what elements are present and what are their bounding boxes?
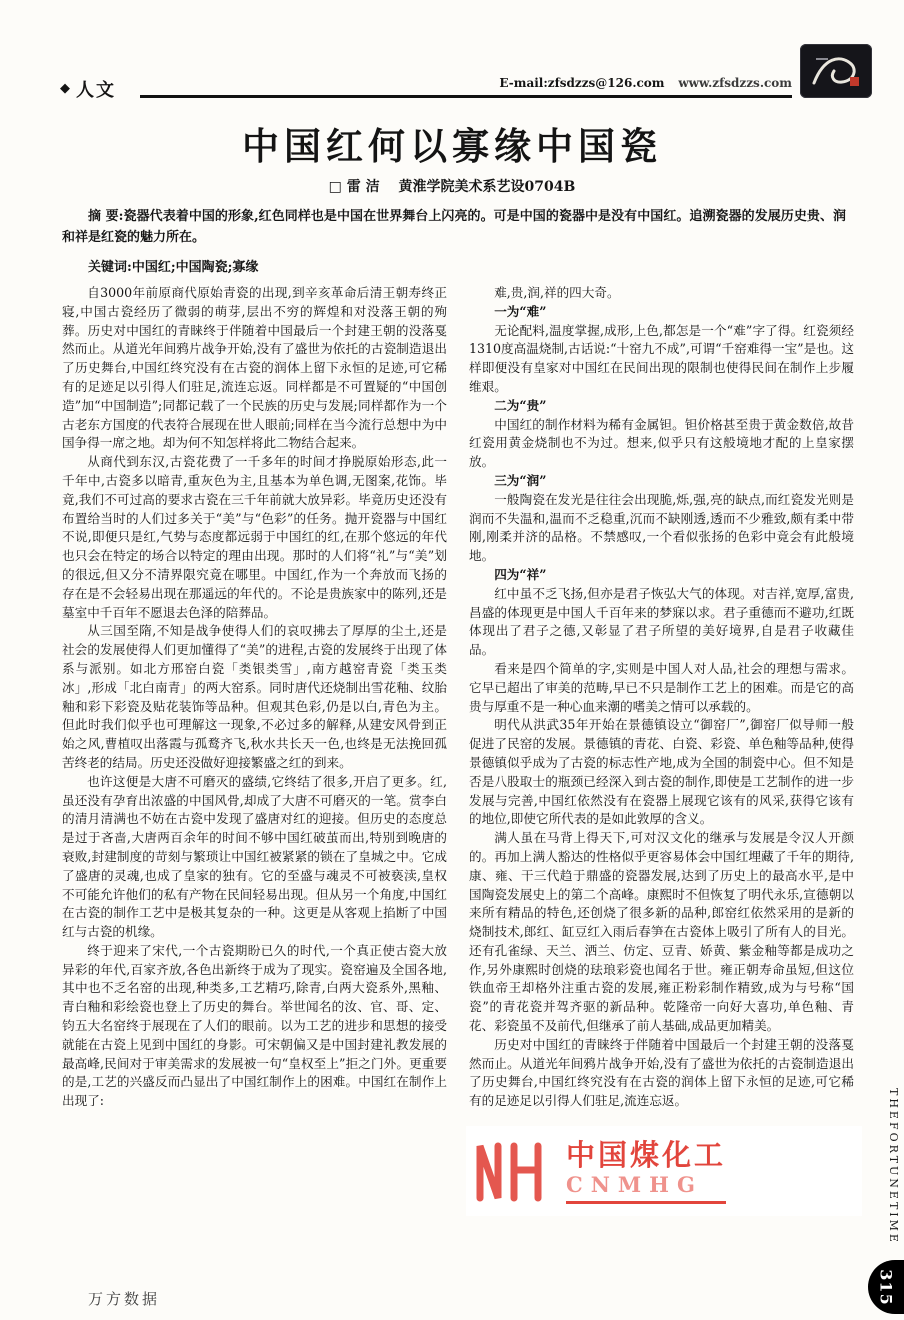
body-subheading: 一为“难”	[494, 303, 547, 319]
body-paragraph: 一般陶瓷在发光是往往会出现脆,烁,强,亮的缺点,而红瓷发光则是润而不失温和,温而不乏稳重,沉而不缺刚透,透而不少雅致,颇有柔中带刚,刚柔并济的品格。不禁感叹,一个看似张扬的色彩中竟会有此般境地。	[469, 491, 854, 564]
body-paragraph: 历史对中国红的青睐终于伴随着中国最后一个封建王朝的没落戛然而止。从道光年间鸦片战争开始,没有了盛世为依托的古瓷制造退出了历史舞台,中国红终究没有在古瓷的润体上留下永恒的足迹,可它稀有的足迹足以引得人们驻足,流连忘返。	[469, 1036, 854, 1109]
body-paragraph: 满人虽在马背上得天下,可对汉文化的继承与发展是令汉人开颜的。再加上满人豁达的性格似乎更容易体会中国红埋藏了千年的期待,康、雍、干三代趋于鼎盛的瓷器发展,达到了历史上的最高水平,是中国陶瓷发展史上的第二个高峰。康熙时不但恢复了明代永乐,宣德朝以来所有精品的特色,还创烧了很多新的品种,郎窑红依然采用的是新的烧制技术,郎红、缸豆红入雨后春笋在古瓷体上吸引了所有人的目光。还有孔雀绿、天兰、洒兰、仿定、豆青、娇黄、紫金釉等都是成功之作,另外康熙时创烧的珐琅彩瓷也闻名于世。雍正朝寿命虽短,但这位铁血帝王却格外注重古瓷的发展,雍正粉彩制作精致,成为与号称“国瓷”的青花瓷并驾齐驱的新品种。乾隆帝一向好大喜功,单色釉、青花、彩瓷虽不及前代,但继承了前人基础,成品更加精美。	[469, 830, 854, 1034]
author-marker: □	[328, 179, 342, 195]
section-marker-icon: ◆	[60, 80, 72, 96]
body-subheading: 四为“祥”	[494, 566, 547, 582]
cnmhg-logo-icon	[472, 1138, 556, 1204]
magazine-logo-icon	[806, 49, 866, 93]
header-website: www.zfsdzzs.com	[678, 76, 792, 90]
body-paragraph: 自3000年前原商代原始青瓷的出现,到辛亥革命后清王朝寿终正寝,中国古瓷经历了微弱的萌芽,层出不穷的辉煌和对没落王朝的殉葬。历史对中国红的青睐终于伴随着中国最后一个封建王朝的没落戛然而止。从道光年间鸦片战争开始,没有了盛世为依托的古瓷制造退出了历史舞台,中国红终究没有在古瓷的润体上留下永恒的足迹,可它稀有的足迹足以引得人们驻足,流连忘返。同样都是不可置疑的“中国创造”加“中国制造”;同都记载了一个民族的历史与发展;同样都作为一个古老东方国度的代表符合展现在世人眼前;同样在当今流行总想中为中国争得一席之地。却为何不知怎样将此二物结合起来。	[62, 285, 447, 451]
cnmhg-latin: CNMHG	[566, 1172, 703, 1197]
keywords-text: 中国红;中国陶瓷;寡缘	[131, 260, 259, 275]
body-paragraph: 终于迎来了宋代,一个古瓷期盼已久的时代,一个真正使古瓷大放异彩的年代,百家齐放,各色出新终于成为了现实。瓷窑遍及全国各地,其中也不乏名窑的出现,种类多,工艺精巧,除青,白两大瓷系外,黑釉、青白釉和彩绘瓷也登上了历史的舞台。举世闻名的汝、官、哥、定、钧五大名窑终于展现在了人们的眼前。以为工艺的进步和思想的接受就能在古瓷上见到中国红的身影。可宋朝偏又是中国封建礼教发展的最高峰,民间对于审美需求的发展被一句“皇权至上”拒之门外。更重要的是,工艺的兴盛反而凸显出了中国红制作上的困难。中国红在制作上出现了:	[62, 942, 447, 1109]
body-paragraph: 从三国至隋,不知是战争使得人们的哀叹拂去了厚厚的尘土,还是社会的发展使得人们更加懂得了“美”的进程,古瓷的发展终于出现了体系与派别。如北方邢窑白瓷「类银类雪」,南方越窑青瓷「类玉类冰」,形成「北白南青」的两大窑系。同时唐代还烧制出雪花釉、纹胎釉和彩下彩瓷及贴花装饰等品种。但观其色彩,仍是以白,青色为主。但此时我们似乎也可理解这一现象,不必过多的解释,从建安风骨到正始之风,曹植叹出落霞与孤鹜齐飞,秋水共长天一色,也终是无法挽回孤苦终老的结局。历史还没做好迎接繁盛之红的到来。	[62, 623, 447, 770]
keywords	[62, 258, 846, 278]
cnmhg-watermark	[466, 1126, 862, 1216]
page-number: 315	[876, 1268, 896, 1306]
abstract-text: 瓷器代表着中国的形象,红色同样也是中国在世界舞台上闪亮的。可是中国的瓷器中是没有中国红。追溯瓷器的发展历史贵、润和祥是红瓷的魅力所在。	[62, 209, 847, 245]
cnmhg-chinese: 中国煤化工	[566, 1138, 727, 1172]
section-title: 人文	[76, 80, 116, 101]
cnmhg-watermark-text	[566, 1138, 726, 1204]
body-paragraph: 难,贵,润,祥的四大奇。	[494, 285, 620, 300]
body-paragraph: 看来是四个简单的字,实则是中国人对人品,社会的理想与需求。它早已超出了审美的范畴,早已不只是制作工艺上的困难。而是它的高贵与厚重不是一种心血来潮的嗜美之情可以承载的。	[469, 660, 854, 714]
left-column	[62, 284, 447, 1286]
body-paragraph: 无论配料,温度掌握,成形,上色,都怎是一个“难”字了得。红瓷须经1310度高温烧制,古话说:“十窑九不成”,可谓“千窑难得一宝”是也。这样即便没有皇家对中国红在民间出现的限制也使得民间在制作上步履维艰。	[469, 322, 854, 394]
header-rule	[140, 95, 792, 98]
article-title: 中国红何以寡缘中国瓷	[242, 124, 662, 168]
body-paragraph: 中国红的制作材料为稀有金属钽。钽价格甚至贵于黄金数倍,故昔红瓷用黄金烧制也不为过。想来,似乎只有这般境地才配的上皇家摆放。	[469, 416, 854, 470]
keywords-label: 关键词:	[88, 260, 132, 275]
body-subheading: 二为“贵”	[494, 397, 547, 413]
body-paragraph: 也许这便是大唐不可磨灭的盛绩,它终结了很多,开启了更多。红,虽还没有孕育出浓盛的中国风骨,却成了大唐不可磨灭的一笔。赏李白的清月清满也不妨在古瓷中发现了盛唐对红的迎接。但历史的态度总是过于吝啬,大唐两百余年的时间不够中国红破茧而出,特别到晚唐的衰败,封建制度的苛刻与繁琐让中国红被紧紧的锁在了皇城之中。它成了盛唐的灵魂,也成了皇家的独有。它的至盛与魂灵不可被亵渎,皇权不可能允许他们的私有产物在民间轻易出现。但从另一个角度,中国红在古瓷的制作工艺中是极其复杂的一种。这更是从客观上掐断了中国红与古瓷的机缘。	[62, 773, 447, 940]
page-number-badge	[868, 1260, 904, 1314]
author-line	[0, 176, 904, 196]
journal-name-vertical: THEFORTUNETIME	[887, 1088, 900, 1245]
body-paragraph: 明代从洪武35年开始在景德镇设立“御窑厂”,御窑厂似导师一般促进了民窑的发展。景德镇的青花、白瓷、彩瓷、单色釉等品种,使得景德镇似乎成为了古瓷的标志性产地,成为全国的制瓷中心。但不知是否是八股取士的瓶颈已经深入到古瓷的制作,即使是工艺制作的进一步发展与完善,中国红依然没有在瓷器上展现它该有的风采,获得它该有的地位,即使它所代表的是如此敦厚的含义。	[469, 717, 854, 827]
wanfang-data-watermark: 万方数据	[88, 1290, 161, 1308]
author-affiliation: 黄淮学院美术系艺设0704B	[398, 179, 576, 195]
magazine-logo	[800, 44, 872, 98]
author-name: 雷 洁	[346, 179, 380, 195]
body-paragraph: 从商代到东汉,古瓷花费了一千多年的时间才挣脱原始形态,此一千年中,古瓷多以暗青,重灰色为主,且基本为单色调,无图案,花饰。毕竟,我们不可过高的要求古瓷在三千年前就大放异彩。毕竟历史还没有布置给当时的人们过多关于“美”与“色彩”的任务。抛开瓷器与中国红不说,即便只是红,气势与态度都远弱于中国红的红,在那个悠远的年代也只会在特定的场合以特定的理由出现。那时的人们将“礼”与“美”划的很远,但又分不清界限究竟在哪里。中国红,作为一个奔放而飞扬的存在是不会轻易出现在那遥远的年代的。不论是贵族家中的陈列,还是墓室中千百年不愿退去色泽的陪葬品。	[62, 454, 447, 620]
body-subheading: 三为“润”	[494, 472, 547, 488]
abstract-label: 摘 要:	[88, 209, 124, 224]
header-contact	[0, 76, 792, 90]
abstract	[62, 206, 846, 248]
body-paragraph: 红中虽不乏飞扬,但亦是君子恢弘大气的体现。对吉祥,宽厚,富贵,昌盛的体现更是中国人千百年来的梦寐以求。君子重德而不避功,红既体现出了君子之德,又彰显了君子所望的美好境界,自是君子收藏佳品。	[469, 585, 854, 658]
header-email: E-mail:zfsdzzs@126.com	[499, 76, 665, 90]
